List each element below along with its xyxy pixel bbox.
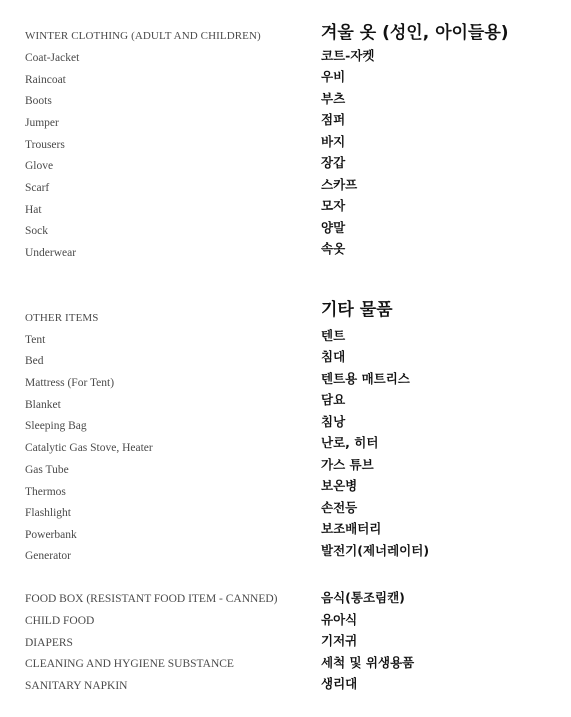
list-item-en: Sleeping Bag <box>25 420 87 432</box>
list-item-ko: 스카프 <box>321 177 358 192</box>
list-item-en: Trousers <box>25 139 65 151</box>
list-item-ko: 모자 <box>321 198 346 213</box>
list-item-ko: 발전기(제너레이터) <box>321 543 430 558</box>
list-item-en: Glove <box>25 160 54 172</box>
list-item-en: Sock <box>25 225 48 237</box>
list-item-en: Hat <box>25 204 42 216</box>
list-item-en: Jumper <box>25 117 59 129</box>
list-item-en: Blanket <box>25 399 61 411</box>
list-item-en: CLEANING AND HYGIENE SUBSTANCE <box>25 658 234 670</box>
list-item-ko: 점퍼 <box>321 112 346 127</box>
list-item-en: Flashlight <box>25 507 72 519</box>
list-item-en: FOOD BOX (RESISTANT FOOD ITEM - CANNED) <box>25 593 278 605</box>
list-item-ko: 보조배터리 <box>321 521 382 536</box>
section-winter-title-en: WINTER CLOTHING (ADULT AND CHILDREN) <box>25 30 261 42</box>
list-item-en: DIAPERS <box>25 637 73 649</box>
list-item-ko: 기저귀 <box>321 633 358 648</box>
list-item-ko: 텐트 <box>321 328 346 343</box>
list-item-en: Catalytic Gas Stove, Heater <box>25 442 153 454</box>
list-item-en: Mattress (For Tent) <box>25 377 115 389</box>
list-item-en: Raincoat <box>25 74 66 86</box>
list-item-en: Gas Tube <box>25 464 69 476</box>
list-item-ko: 담요 <box>321 392 346 407</box>
list-item-ko: 생리대 <box>321 676 358 691</box>
list-item-en: Scarf <box>25 182 50 194</box>
list-item-ko: 속옷 <box>321 241 346 256</box>
section-winter-title-ko: 겨울 옷 (성인, 아이들용) <box>321 23 509 43</box>
list-item-ko: 가스 튜브 <box>321 457 374 472</box>
list-item-ko: 부츠 <box>321 91 346 106</box>
list-item-ko: 난로, 히터 <box>321 435 379 450</box>
section-other-title-ko: 기타 물품 <box>321 300 393 320</box>
list-item-ko: 침대 <box>321 349 346 364</box>
list-item-en: Boots <box>25 95 52 107</box>
list-item-ko: 침낭 <box>321 414 346 429</box>
list-item-ko: 손전등 <box>321 500 358 515</box>
list-item-en: Coat-Jacket <box>25 52 80 64</box>
list-item-ko: 음식(통조림캔) <box>321 590 405 605</box>
list-item-en: Tent <box>25 334 46 346</box>
list-item-en: Thermos <box>25 486 66 498</box>
list-item-en: Powerbank <box>25 529 77 541</box>
list-item-ko: 텐트용 매트리스 <box>321 371 410 386</box>
list-item-ko: 우비 <box>321 69 346 84</box>
list-item-ko: 세척 및 위생용품 <box>321 655 415 670</box>
list-item-ko: 유아식 <box>321 612 358 627</box>
list-item-ko: 코트-자켓 <box>321 48 375 63</box>
list-item-en: Bed <box>25 355 44 367</box>
list-item-en: CHILD FOOD <box>25 615 95 627</box>
list-item-en: Underwear <box>25 247 77 259</box>
list-item-ko: 양말 <box>321 220 346 235</box>
list-item-en: SANITARY NAPKIN <box>25 680 128 692</box>
section-other-title-en: OTHER ITEMS <box>25 312 99 324</box>
list-item-ko: 바지 <box>321 134 346 149</box>
list-item-ko: 보온병 <box>321 478 358 493</box>
list-item-en: Generator <box>25 550 71 562</box>
list-item-ko: 장갑 <box>321 155 346 170</box>
